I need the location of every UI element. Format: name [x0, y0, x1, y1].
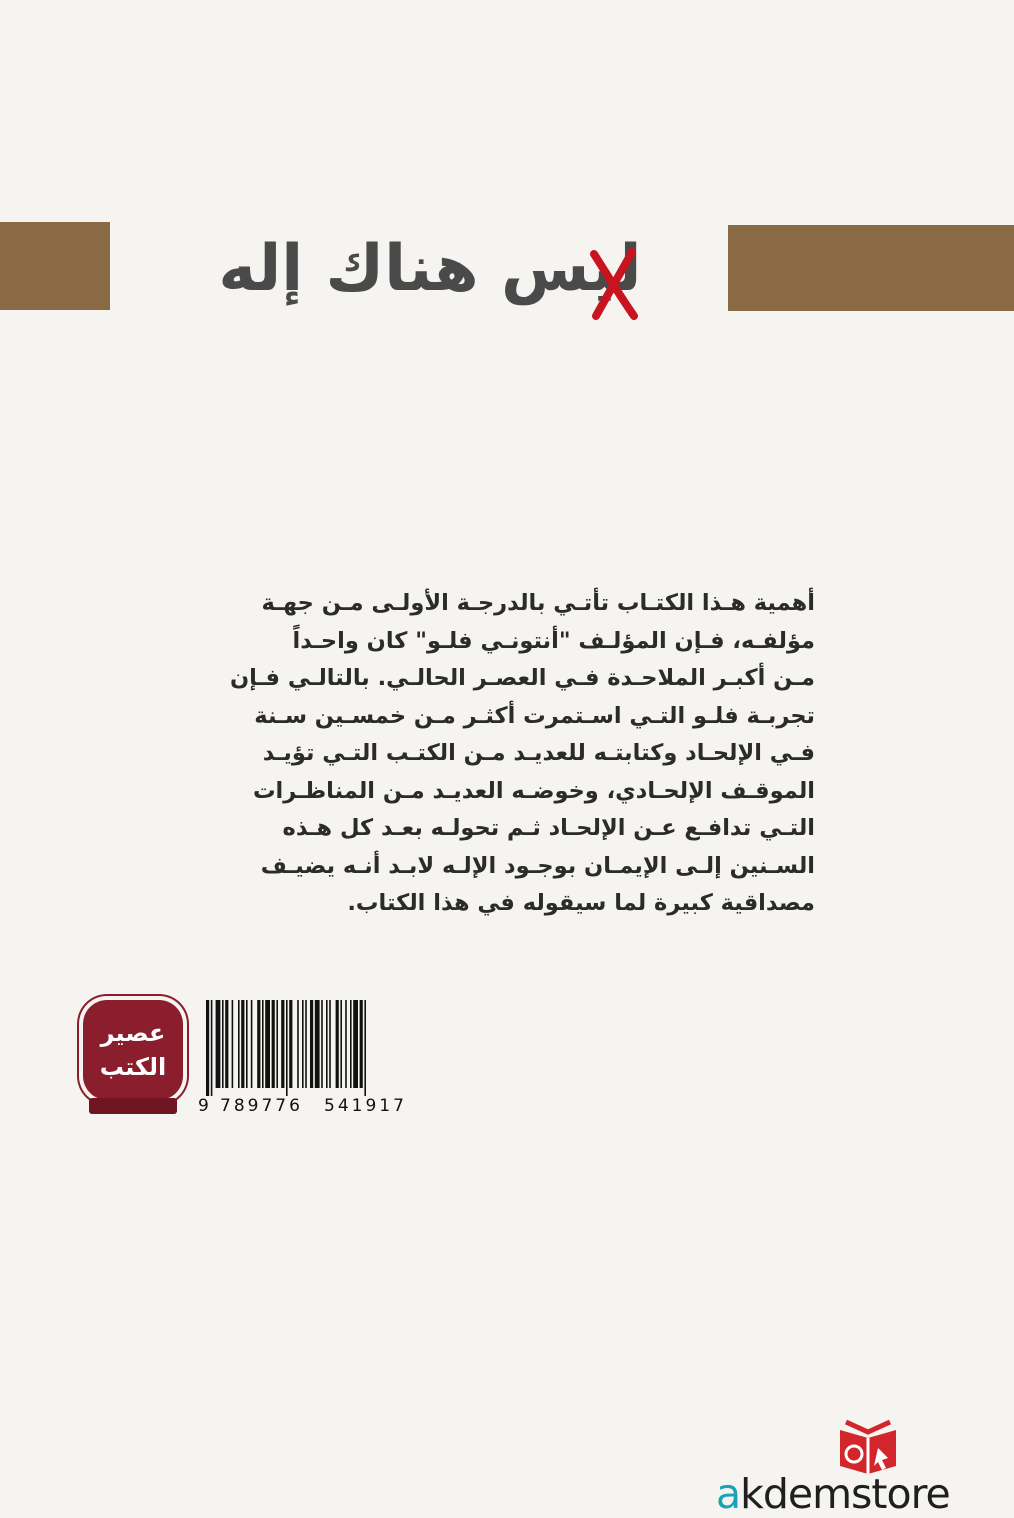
- barcode-bar: [297, 1000, 299, 1088]
- barcode-bar: [345, 1000, 347, 1088]
- barcode-bar: [225, 1000, 228, 1088]
- barcode-bar: [286, 1000, 288, 1096]
- book-title: ليس هناك إله: [218, 232, 642, 306]
- barcode-bar: [340, 1000, 342, 1088]
- barcode-bar: [353, 1000, 358, 1088]
- barcode-bar: [251, 1000, 253, 1088]
- barcode-bar: [206, 1000, 209, 1096]
- store-watermark-rest: kdemstore: [740, 1470, 950, 1518]
- barcode-bar: [272, 1000, 275, 1088]
- barcode-bars: [196, 1000, 424, 1096]
- blurb-line: تجربـة فلـو التـي اسـتمرت أكثـر مـن خمسـين سـنة: [254, 702, 815, 729]
- publisher-name-line1: عصير: [100, 1019, 166, 1047]
- isbn-group-3: 541917: [324, 1096, 407, 1116]
- barcode-bar: [305, 1000, 307, 1088]
- barcode-bar: [360, 1000, 363, 1088]
- barcode-bar: [321, 1000, 323, 1088]
- barcode-bar: [364, 1000, 366, 1096]
- blurb-line: الموقـف الإلحـادي، وخوضـه العديـد مـن المناظـرات: [252, 777, 815, 804]
- barcode-bar: [211, 1000, 213, 1096]
- publisher-name-line2: الكتب: [99, 1053, 167, 1081]
- publisher-logo: [83, 1000, 185, 1120]
- barcode-bar: [257, 1000, 260, 1088]
- back-cover-blurb: [225, 585, 815, 923]
- barcode-bar: [262, 1000, 264, 1088]
- blurb-line: التـي تدافـع عـن الإلحـاد ثـم تحولـه بعـد كل هـذه: [282, 815, 815, 841]
- barcode-bar: [232, 1000, 234, 1088]
- barcode-bar: [238, 1000, 240, 1088]
- barcode-bar: [310, 1000, 313, 1088]
- barcode-bar: [276, 1000, 278, 1088]
- store-watermark-prefix: a: [716, 1470, 741, 1518]
- barcode-bar: [302, 1000, 304, 1088]
- title-strike-mark: [588, 246, 640, 322]
- barcode-bar: [350, 1000, 352, 1088]
- blurb-line: السـنين إلـى الإيمـان بوجـود الإلـه لابـد أنـه يضيـف: [260, 852, 815, 879]
- barcode-bar: [289, 1000, 292, 1088]
- blurb-line: أهمية هـذا الكتـاب تأتـي بالدرجـة الأولـى مـن جهـة: [261, 590, 815, 616]
- barcode-bar: [326, 1000, 328, 1088]
- blurb-line: مؤلفـه، فـإن المؤلـف "أنتونـي فلـو" كان واحـداً: [292, 627, 815, 654]
- barcode-bar: [336, 1000, 339, 1088]
- title-band-left: [0, 222, 110, 310]
- barcode-bar: [241, 1000, 244, 1088]
- isbn-group-2: 789776: [220, 1096, 303, 1116]
- barcode-bar: [315, 1000, 320, 1088]
- isbn-digits: [196, 1096, 424, 1118]
- isbn-barcode: [196, 1000, 424, 1118]
- blurb-line: مصداقية كبيرة لما سيقوله في هذا الكتاب.: [347, 890, 815, 916]
- barcode-bar: [216, 1000, 221, 1088]
- blurb-line: مـن أكبـر الملاحـدة فـي العصـر الحالـي. بالتالـي فـإن: [229, 665, 815, 691]
- barcode-bar: [222, 1000, 224, 1088]
- publisher-ribbon: [89, 1098, 177, 1114]
- barcode-bar: [265, 1000, 270, 1088]
- title-band-right: [728, 225, 1014, 311]
- isbn-group-1: 9: [198, 1096, 209, 1116]
- barcode-bar: [246, 1000, 248, 1088]
- publisher-badge: [83, 1000, 183, 1100]
- barcode-bar: [329, 1000, 331, 1088]
- store-watermark: [716, 1470, 1014, 1518]
- blurb-line: فـي الإلحـاد وكتابتـه للعديـد مـن الكتـب التـي تؤيـد: [262, 740, 815, 766]
- barcode-bar: [281, 1000, 284, 1088]
